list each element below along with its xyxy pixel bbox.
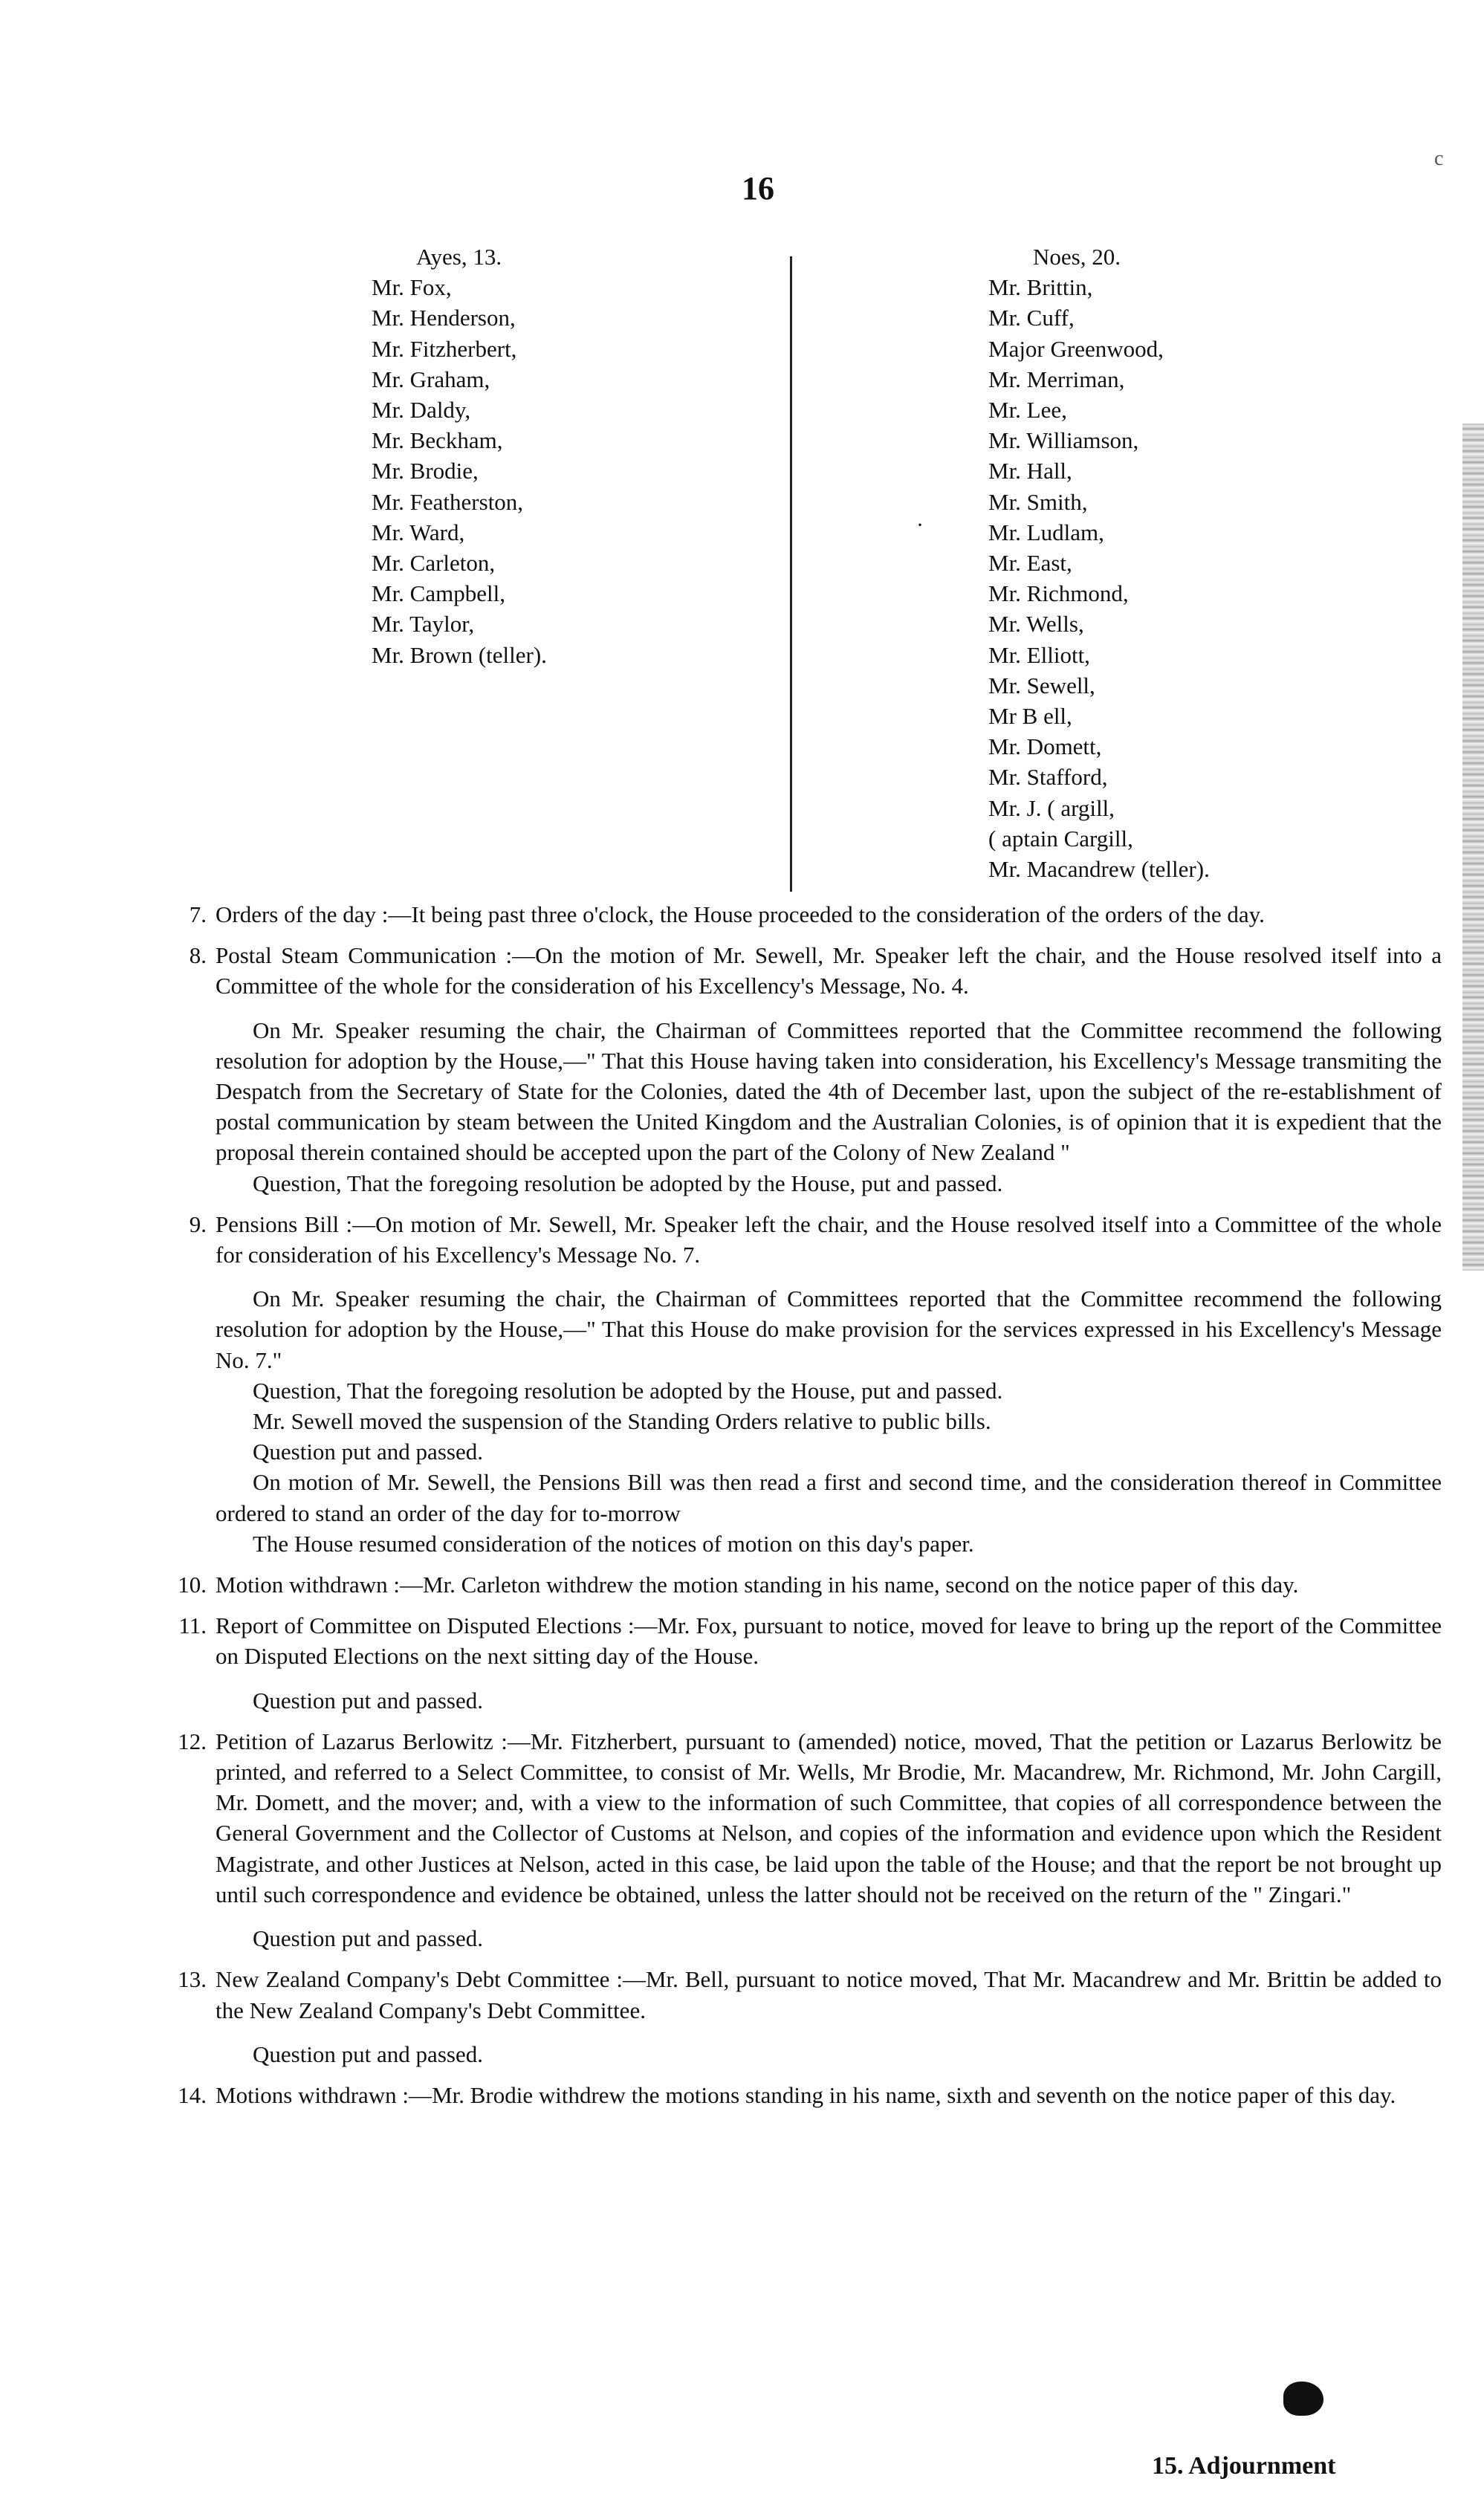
item-paragraph: On motion of Mr. Sewell, the Pensions Bill was then read a first and second time, and the consideration thereof in Committee ordered to stand an order of the day for to-morrow bbox=[216, 1469, 1442, 1526]
division-divider bbox=[790, 256, 792, 892]
aye-member: Mr. Graham, bbox=[372, 366, 490, 392]
no-member: Mr. Ludlam, bbox=[988, 519, 1104, 545]
no-member: Mr. J. ( argill, bbox=[988, 794, 1115, 821]
item-heading-paragraph bbox=[163, 1726, 1442, 1910]
item-text: Mr. Carleton withdrew the motion standing in his name, second on the notice paper of this day. bbox=[423, 1572, 1299, 1598]
aye-member: Mr. Featherston, bbox=[372, 488, 524, 515]
aye-member: Mr. Taylor, bbox=[372, 611, 475, 638]
aye-member: Mr. Beckham, bbox=[372, 427, 503, 454]
item-title: Motions withdrawn :— bbox=[216, 2081, 432, 2108]
no-member: Major Greenwood, bbox=[988, 335, 1164, 362]
item-paragraph: Question put and passed. bbox=[253, 1687, 483, 1714]
no-member: Mr. Macandrew (teller). bbox=[988, 856, 1210, 883]
no-member: Mr. Sewell, bbox=[988, 672, 1095, 698]
no-member: Mr. Lee, bbox=[988, 397, 1067, 424]
item-text: Mr. Brodie withdrew the motions standing in his name, sixth and seventh on the notice paper of this day. bbox=[432, 2081, 1396, 2108]
item-text: Mr. Fitzherbert, pursuant to (amended) notice, moved, That the petition or Lazarus Berlowitz be printed, and referred to a Select Committee, to consist of Mr. Wells, Mr Brodie, Mr. Macandrew, Mr. Richmond, Mr. John Cargill, Mr. Domett, and the mover; and, with a view to the information of such Committee, that copies of all correspondence between the General Government and the Collector of Customs at Nelson, and copies of the information and evidence upon which the Resident Magistrate, and other Justices at Nelson, acted in this case, be laid upon the table of the House; and that the report be not brought up until such correspondence and evidence be obtained, unless the latter should not be received on the return of the " Zingari." bbox=[216, 1728, 1442, 1907]
minute-item bbox=[163, 1726, 1442, 1954]
noes-header: Noes, 20. bbox=[1033, 244, 1121, 270]
minute-item bbox=[163, 899, 1442, 930]
item-heading-paragraph bbox=[163, 940, 1442, 1001]
no-member: Mr. Smith, bbox=[988, 488, 1088, 515]
aye-member: Mr. Henderson, bbox=[372, 305, 516, 331]
item-title: Pensions Bill :— bbox=[216, 1210, 376, 1237]
ayes-list bbox=[372, 241, 684, 670]
item-text: On the motion of Mr. Sewell, Mr. Speaker left the chair, and the House resolved itself into a Committee of the whole for the consideration of his Excellency's Message, No. 4. bbox=[216, 942, 1442, 999]
item-heading-paragraph bbox=[163, 1209, 1442, 1270]
minute-item bbox=[163, 1964, 1442, 2069]
aye-member: Mr. Fitzherbert, bbox=[372, 335, 517, 362]
ayes-header: Ayes, 13. bbox=[416, 244, 502, 270]
stray-mark: · bbox=[916, 513, 924, 537]
minutes-items bbox=[163, 899, 1442, 2121]
item-text: Mr. Fox, pursuant to notice, moved for leave to bring up the report of the Committee on Disputed Elections on the next sitting day of the House. bbox=[216, 1612, 1442, 1670]
item-title: New Zealand Company's Debt Committee :— bbox=[216, 1966, 646, 1993]
aye-member: Mr. Campbell, bbox=[372, 580, 505, 607]
aye-member: Mr. Ward, bbox=[372, 519, 465, 545]
item-number: 11. bbox=[178, 1612, 207, 1639]
item-title: Petition of Lazarus Berlowitz :— bbox=[216, 1728, 531, 1754]
item-paragraph: The House resumed consideration of the notices of motion on this day's paper. bbox=[253, 1530, 974, 1557]
item-number: 14. bbox=[178, 2081, 207, 2108]
next-item-catchword: 15. Adjournment bbox=[1152, 2452, 1336, 2480]
item-number: 13. bbox=[178, 1966, 207, 1993]
no-member: Mr. Elliott, bbox=[988, 641, 1090, 668]
minute-item bbox=[163, 940, 1442, 1199]
aye-member: Mr. Carleton, bbox=[372, 550, 496, 577]
item-number: 12. bbox=[178, 1728, 207, 1754]
item-heading-paragraph bbox=[163, 2080, 1442, 2110]
item-text: Mr. Bell, pursuant to notice moved, That Mr. Macandrew and Mr. Brittin be added to the New Zealand Company's Debt Committee. bbox=[216, 1966, 1442, 2023]
minute-item bbox=[163, 1610, 1442, 1716]
no-member: Mr. Brittin, bbox=[988, 274, 1093, 301]
item-number: 7. bbox=[189, 901, 207, 927]
page-number: 16 bbox=[742, 170, 774, 207]
item-number: 9. bbox=[189, 1210, 207, 1237]
item-paragraph: Question, That the foregoing resolution be adopted by the House, put and passed. bbox=[253, 1377, 1003, 1404]
no-member: Mr. Richmond, bbox=[988, 580, 1129, 607]
noes-list bbox=[988, 241, 1375, 884]
ayes-members bbox=[372, 272, 684, 670]
corner-mark: c bbox=[1434, 147, 1444, 170]
item-title: Postal Steam Communication :— bbox=[216, 942, 536, 969]
item-paragraph: On Mr. Speaker resuming the chair, the Chairman of Committees reported that the Committee recommend the following resolution for adoption by the House,—" That this House do make provision for the services expressed in his Excellency's Message No. 7." bbox=[216, 1286, 1442, 1373]
page-edge-stain bbox=[1462, 424, 1484, 1271]
aye-member: Mr. Brown (teller). bbox=[372, 641, 547, 668]
item-paragraph: Question, That the foregoing resolution be adopted by the House, put and passed. bbox=[253, 1170, 1003, 1196]
item-title: Orders of the day :— bbox=[216, 901, 412, 927]
noes-members bbox=[988, 272, 1375, 884]
no-member: Mr. Hall, bbox=[988, 458, 1072, 484]
no-member: Mr. Cuff, bbox=[988, 305, 1075, 331]
item-paragraph: Question put and passed. bbox=[253, 1439, 483, 1465]
no-member: Mr. Williamson, bbox=[988, 427, 1139, 454]
no-member: Mr. Wells, bbox=[988, 611, 1084, 638]
item-heading-paragraph bbox=[163, 1569, 1442, 1600]
no-member: Mr. Domett, bbox=[988, 733, 1102, 760]
minute-item bbox=[163, 2080, 1442, 2110]
item-paragraph: Question put and passed. bbox=[253, 1925, 483, 1952]
ink-blot bbox=[1283, 2382, 1323, 2416]
item-title: Motion withdrawn :— bbox=[216, 1572, 423, 1598]
item-paragraph: Mr. Sewell moved the suspension of the Standing Orders relative to public bills. bbox=[253, 1408, 991, 1435]
aye-member: Mr. Brodie, bbox=[372, 458, 479, 484]
item-number: 8. bbox=[189, 942, 207, 969]
no-member: Mr. East, bbox=[988, 550, 1072, 577]
item-title: Report of Committee on Disputed Elections :— bbox=[216, 1612, 658, 1639]
aye-member: Mr. Daldy, bbox=[372, 397, 471, 424]
no-member: ( aptain Cargill, bbox=[988, 825, 1133, 852]
no-member: Mr B ell, bbox=[988, 703, 1072, 730]
aye-member: Mr. Fox, bbox=[372, 274, 452, 301]
no-member: Mr. Merriman, bbox=[988, 366, 1125, 392]
no-member: Mr. Stafford, bbox=[988, 764, 1108, 791]
minute-item bbox=[163, 1209, 1442, 1559]
item-heading-paragraph bbox=[163, 899, 1442, 930]
item-number: 10. bbox=[178, 1572, 207, 1598]
item-heading-paragraph bbox=[163, 1610, 1442, 1671]
item-text: On motion of Mr. Sewell, Mr. Speaker left the chair, and the House resolved itself into a Committee of the whole for consideration of his Excellency's Message No. 7. bbox=[216, 1210, 1442, 1268]
item-paragraph: On Mr. Speaker resuming the chair, the Chairman of Committees reported that the Committee recommend the following resolution for adoption by the House,—" That this House having taken into consideration, his Excellency's Message transmiting the Despatch from the Secretary of State for the Colonies, dated the 4th of December last, upon the subject of the re-establishment of postal communication by steam between the United Kingdom and the Australian Colonies, is of opinion that it is expedient that the proposal therein contained should be accepted upon the part of the Colony of New Zealand " bbox=[216, 1017, 1442, 1166]
item-heading-paragraph bbox=[163, 1964, 1442, 2025]
minute-item bbox=[163, 1569, 1442, 1600]
item-paragraph: Question put and passed. bbox=[253, 2040, 483, 2067]
item-text: It being past three o'clock, the House proceeded to the consideration of the orders of the day. bbox=[411, 901, 1265, 927]
